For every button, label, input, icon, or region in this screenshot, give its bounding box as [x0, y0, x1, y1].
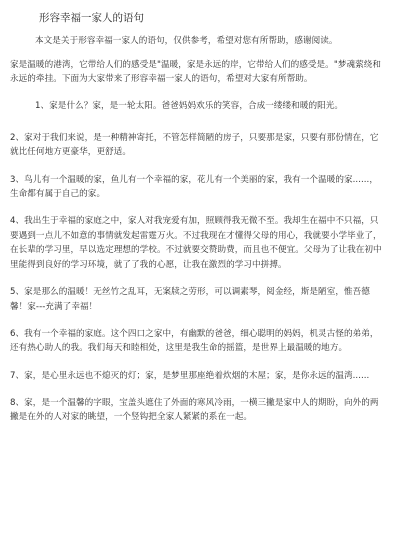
paragraph-1: 1、家是什么？家，是一轮太阳。爸爸妈妈欢乐的笑容，合成一缕缕和暖的阳光。 — [35, 101, 344, 112]
paragraph-2: 2、家对于我们来说，是一种精神寄托，不管怎样简陋的房子，只要那是家，只要有那份情在，它就比任何地方更豪华，更舒适。 — [10, 132, 379, 158]
document-title: 形容幸福一家人的语句 — [39, 12, 144, 24]
paragraph-8: 8、家，是一个温馨的字眼，宝盖头遮住了外面的寒风冷雨，一横三撇是家中人的期盼，向外的两撇是在外的人对家的眺望，一个竖钩把全家人紧紧的系在一起。 — [10, 397, 379, 423]
intro-paragraph: 本文是关于形容幸福一家人的语句，仅供参考，希望对您有所帮助，感谢阅读。 — [35, 36, 338, 46]
paragraph-7: 7、家，是心里永远也不熄灭的灯；家，是梦里那座绝着炊烟的木屋；家，是你永远的温湾...... — [10, 370, 370, 381]
paragraph-5: 5、家是那么的温暖！无丝竹之乱耳，无案牍之劳形，可以调素琴，阅金经，斯是陋室，惟吾德馨！家---充满了幸福！ — [10, 287, 370, 312]
paragraph-4: 4、我出生于幸福的家庭之中，家人对我宠爱有加，照顾得我无微不至。我却生在福中不只福，只要遇到一点儿不如意的事情就发起雷霆万火。不过我现在才懂得父母的用心，我就要小学毕业了，在长辈的学习里，早以选定理想的学校。不过就要交赞助费，而且也不便宜。父母为了让我在初中里能得到良好的学习环境，就了了我的心愿，让我在激烈的学习中拼搏。 — [10, 216, 382, 271]
paragraph-0: 家是温暖的港湾，它带给人们的感受是"温暖，家是永远的岸，它带给人们的感受是。"梦魂萦绕和永远的牵挂。下面为大家带来了形容幸福一家人的语句，希望对大家有所帮助。 — [10, 59, 382, 85]
paragraph-6: 6、我有一个幸福的家庭。这个四口之家中，有幽默的爸爸，细心聪明的妈妈，机灵古怪的弟弟，还有热心助人的我。我们每天和睦相处，这里是我生命的摇篮，是世界上最温暖的地方。 — [10, 328, 379, 354]
paragraph-3: 3、鸟儿有一个温暖的家，鱼儿有一个幸福的家，花儿有一个美丽的家，我有一个温暖的家......，生命都有属于自己的家。 — [10, 174, 378, 200]
